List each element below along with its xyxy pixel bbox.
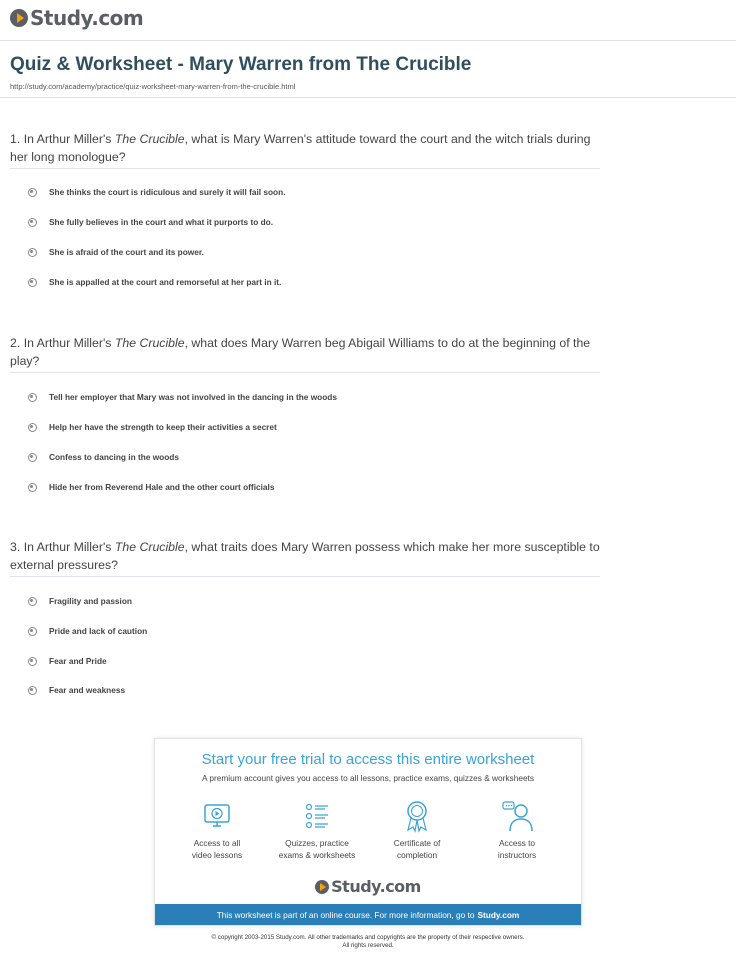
radio-icon[interactable] xyxy=(28,218,37,227)
free-trial-promo xyxy=(154,738,582,926)
answer-option[interactable]: Pride and lack of caution xyxy=(28,626,147,636)
answer-option[interactable]: Fear and weakness xyxy=(28,685,125,695)
play-logo-icon xyxy=(315,880,329,894)
logo-text: Study.com xyxy=(30,6,144,30)
promo-title[interactable]: Start your free trial to access this entire worksheet xyxy=(201,751,535,768)
quiz-list-icon xyxy=(300,799,334,833)
answer-option[interactable]: Fear and Pride xyxy=(28,656,107,666)
radio-icon[interactable] xyxy=(28,627,37,636)
radio-icon[interactable] xyxy=(28,483,37,492)
question-3 xyxy=(10,538,600,577)
answer-option[interactable]: She fully believes in the court and what it purports to do. xyxy=(28,217,273,227)
question-text: 1. In Arthur Miller's The Crucible, what is Mary Warren's attitude toward the court and the witch trials during her long monologue? xyxy=(10,130,600,169)
video-lesson-icon xyxy=(200,799,234,833)
question-text: 3. In Arthur Miller's The Crucible, what traits does Mary Warren possess which make her more susceptible to external pressures? xyxy=(10,538,600,577)
copyright-footer: © copyright 2003-2015 Study.com. All other trademarks and copyrights are the property of their respective owners. All rights reserved. xyxy=(211,934,525,949)
radio-icon[interactable] xyxy=(28,657,37,666)
radio-icon[interactable] xyxy=(28,423,37,432)
page-url[interactable]: http://study.com/academy/practice/quiz-worksheet-mary-warren-from-the-crucible.html xyxy=(10,82,296,91)
feature-certificate: Certificate of completion xyxy=(369,799,465,861)
answer-option[interactable]: She is appalled at the court and remorseful at her part in it. xyxy=(28,277,281,287)
radio-icon[interactable] xyxy=(28,686,37,695)
answer-option[interactable]: Fragility and passion xyxy=(28,596,132,606)
study-link[interactable]: Study.com xyxy=(477,909,520,920)
promo-banner: This worksheet is part of an online course. For more information, go to Study.com xyxy=(155,904,581,925)
question-1 xyxy=(10,130,600,169)
instructor-icon xyxy=(500,799,534,833)
title-divider xyxy=(0,97,736,98)
feature-quizzes: Quizzes, practice exams & worksheets xyxy=(269,799,365,861)
radio-icon[interactable] xyxy=(28,597,37,606)
page-title: Quiz & Worksheet - Mary Warren from The Crucible xyxy=(10,54,472,75)
study-logo[interactable] xyxy=(10,6,143,30)
question-text: 2. In Arthur Miller's The Crucible, what does Mary Warren beg Abigail Williams to do at the beginning of the play? xyxy=(10,334,600,373)
radio-icon[interactable] xyxy=(28,188,37,197)
answer-option[interactable]: Help her have the strength to keep their activities a secret xyxy=(28,422,277,432)
promo-logo[interactable]: Study.com xyxy=(155,877,581,896)
answer-option[interactable]: She thinks the court is ridiculous and surely it will fail soon. xyxy=(28,187,286,197)
certificate-icon xyxy=(400,799,434,833)
radio-icon[interactable] xyxy=(28,453,37,462)
play-logo-icon xyxy=(10,9,28,27)
feature-video-lessons: Access to all video lessons xyxy=(169,799,265,861)
question-2 xyxy=(10,334,600,373)
radio-icon[interactable] xyxy=(28,278,37,287)
header-divider xyxy=(0,40,736,41)
radio-icon[interactable] xyxy=(28,393,37,402)
promo-subtitle: A premium account gives you access to all lessons, practice exams, quizzes & worksheets xyxy=(201,773,535,783)
answer-option[interactable]: Hide her from Reverend Hale and the other court officials xyxy=(28,482,274,492)
answer-option[interactable]: She is afraid of the court and its power. xyxy=(28,247,204,257)
radio-icon[interactable] xyxy=(28,248,37,257)
answer-option[interactable]: Confess to dancing in the woods xyxy=(28,452,179,462)
answer-option[interactable]: Tell her employer that Mary was not involved in the dancing in the woods xyxy=(28,392,337,402)
feature-instructors: Access to instructors xyxy=(469,799,565,861)
